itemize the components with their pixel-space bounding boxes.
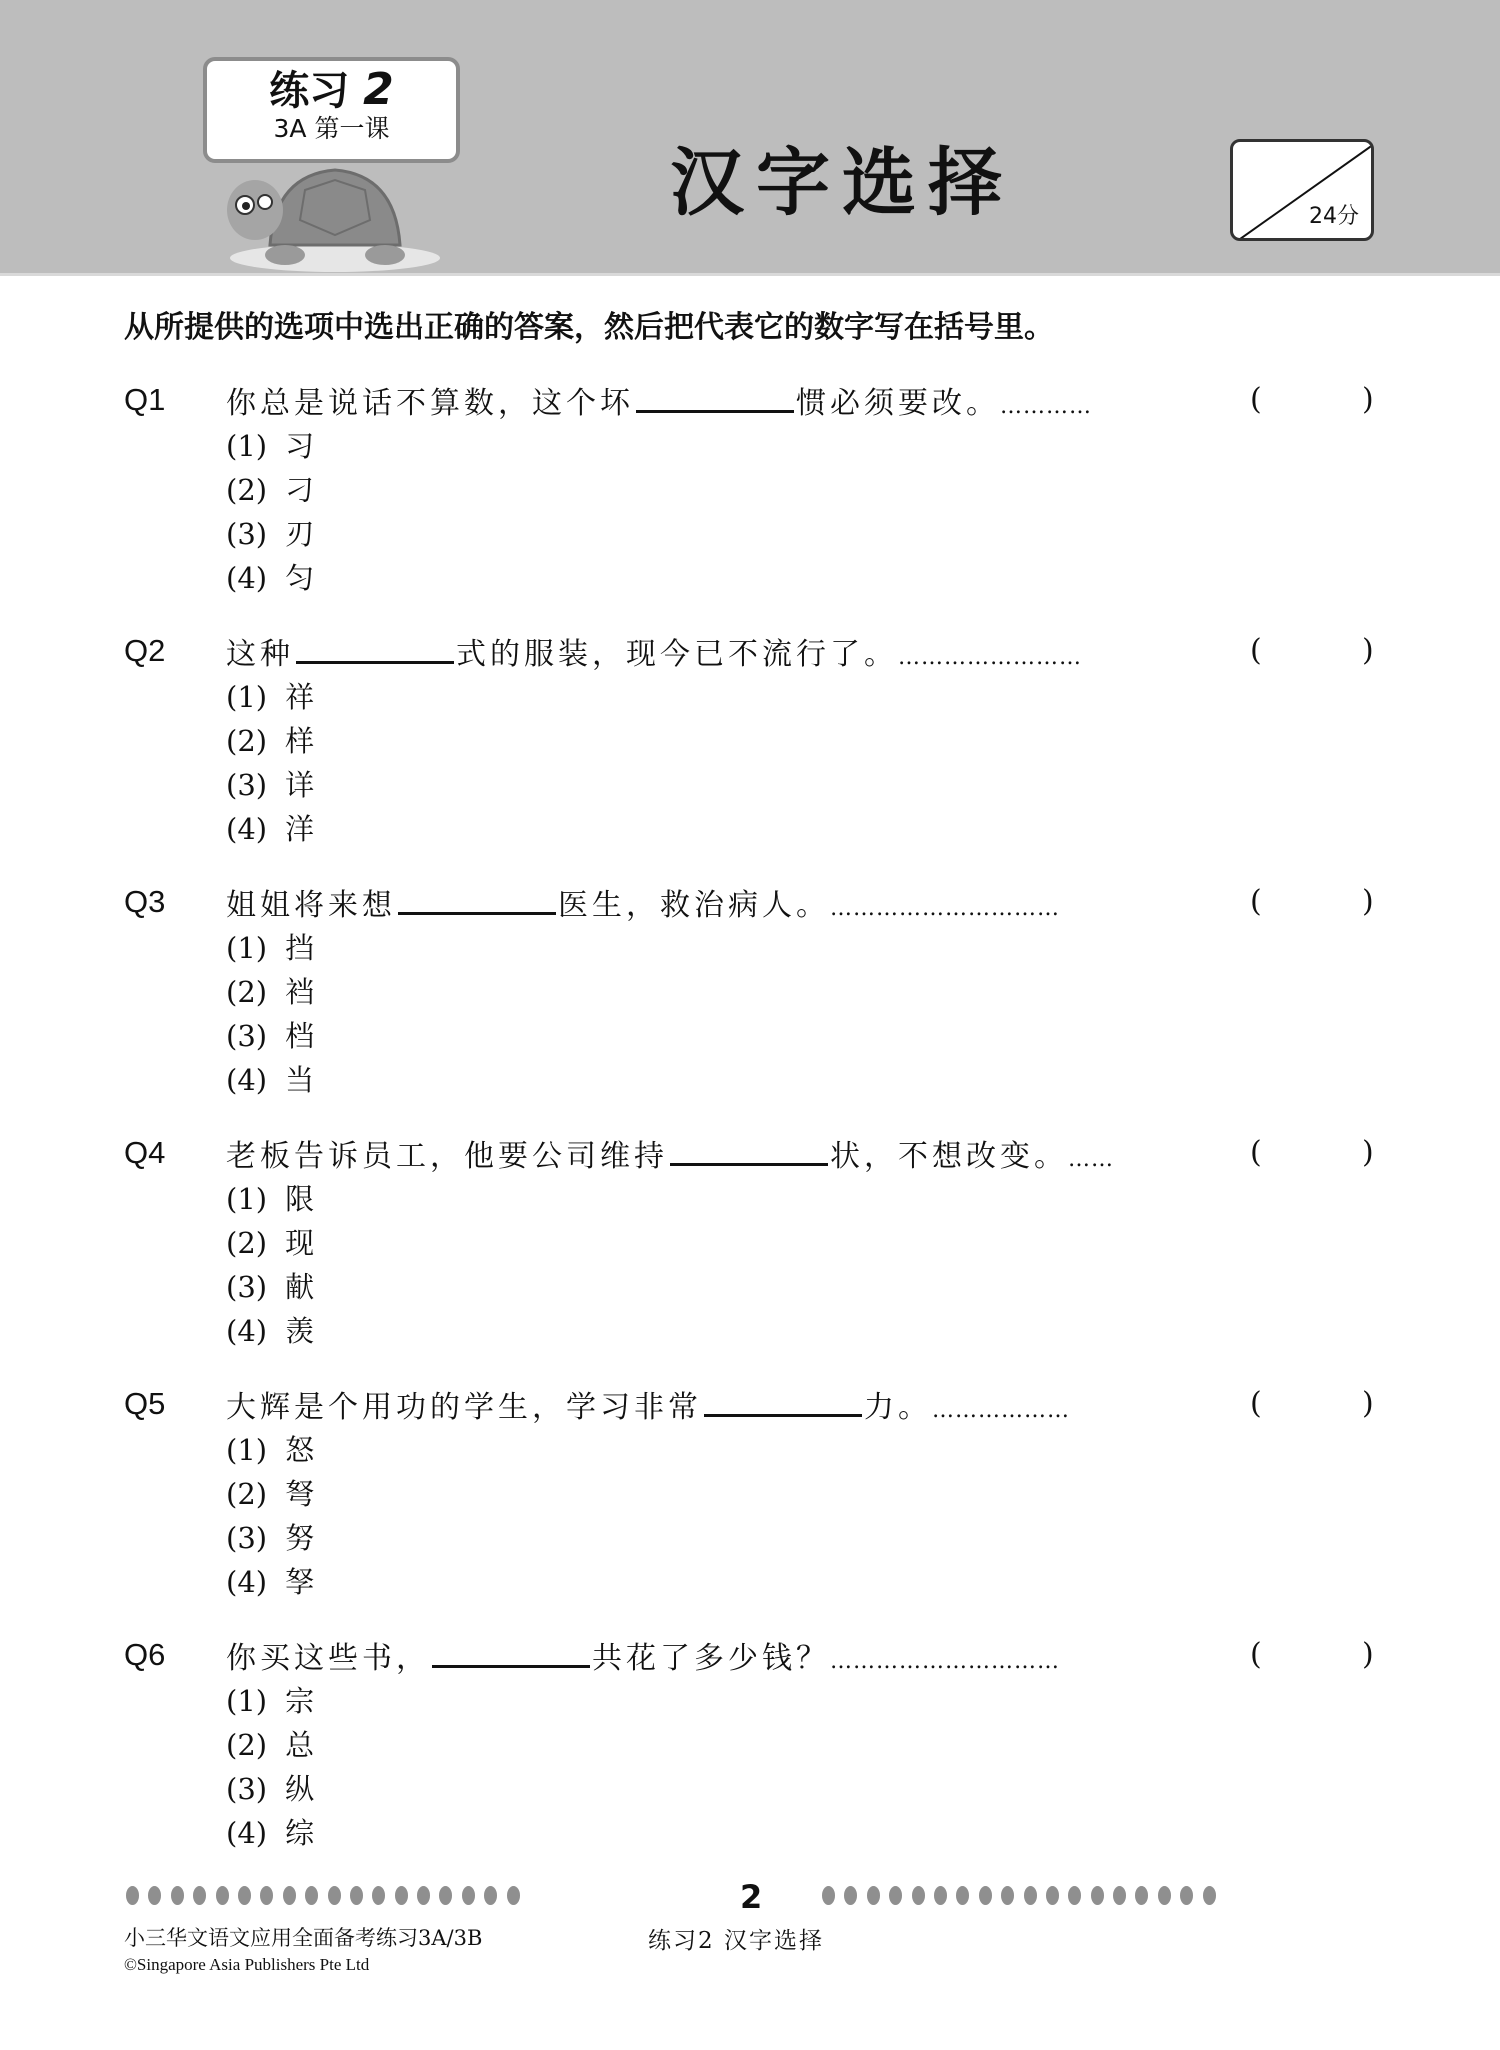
answer-blank xyxy=(704,1384,862,1417)
question-text xyxy=(226,882,1060,929)
footer-dot-icon xyxy=(328,1886,341,1905)
question-item xyxy=(0,380,1500,620)
question-item xyxy=(0,1384,1500,1624)
footer-dot-icon xyxy=(1203,1886,1216,1905)
option-item xyxy=(226,1725,314,1765)
option-number: (2) xyxy=(226,975,268,1009)
answer-paren-open[interactable]: ( xyxy=(1250,633,1262,668)
footer-dot-icon xyxy=(1068,1886,1081,1905)
option-character: 裆 xyxy=(285,975,315,1009)
footer-dot-icon xyxy=(979,1886,992,1905)
option-item xyxy=(226,1681,314,1721)
leader-dots: ……………… xyxy=(932,1398,1070,1423)
book-title: 小三华文语文应用全面备考练习3A/3B xyxy=(124,1926,483,1950)
question-text xyxy=(226,1635,1060,1682)
option-character: 挡 xyxy=(285,931,315,965)
option-character: 限 xyxy=(285,1182,315,1216)
question-text xyxy=(226,380,1092,427)
option-character: 祥 xyxy=(285,680,315,714)
answer-paren-close[interactable]: ) xyxy=(1362,382,1374,417)
option-number: (4) xyxy=(226,1063,268,1097)
footer-dot-icon xyxy=(1113,1886,1126,1905)
footer-dot-icon xyxy=(1024,1886,1037,1905)
option-item xyxy=(226,470,314,510)
copyright: ©Singapore Asia Publishers Pte Ltd xyxy=(124,1955,370,1974)
question-number: Q5 xyxy=(124,1386,166,1421)
option-character: 纵 xyxy=(285,1772,315,1806)
footer-dot-icon xyxy=(934,1886,947,1905)
footer-dot-icon xyxy=(350,1886,363,1905)
question-text-before: 大辉是个用功的学生，学习非常 xyxy=(226,1390,702,1425)
exercise-label-box xyxy=(203,57,460,163)
option-item xyxy=(226,809,314,849)
question-text xyxy=(226,631,1082,678)
footer-dot-icon xyxy=(417,1886,430,1905)
question-item xyxy=(0,882,1500,1122)
leader-dots: ………………………… xyxy=(830,896,1060,921)
option-number: (3) xyxy=(226,1019,268,1053)
option-character: 羡 xyxy=(285,1314,315,1348)
footer-dot-icon xyxy=(395,1886,408,1905)
option-number: (3) xyxy=(226,768,268,802)
footer-dot-icon xyxy=(1001,1886,1014,1905)
option-number: (4) xyxy=(226,1314,268,1348)
option-number: (3) xyxy=(226,1772,268,1806)
option-number: (2) xyxy=(226,1226,268,1260)
option-item xyxy=(226,1430,314,1470)
page-title: 汉字选择 xyxy=(670,140,1014,226)
score-box xyxy=(1230,139,1374,241)
option-item xyxy=(226,1562,314,1602)
option-number: (2) xyxy=(226,473,268,507)
question-item xyxy=(0,1133,1500,1373)
question-text-after: 状，不想改变。 xyxy=(830,1139,1068,1174)
footer-dot-icon xyxy=(822,1886,835,1905)
option-character: 献 xyxy=(285,1270,315,1304)
question-text-before: 老板告诉员工，他要公司维持 xyxy=(226,1139,668,1174)
option-number: (4) xyxy=(226,812,268,846)
option-number: (1) xyxy=(226,1182,268,1216)
footer-dot-icon xyxy=(484,1886,497,1905)
option-character: 综 xyxy=(285,1816,315,1850)
question-item xyxy=(0,631,1500,871)
question-text-before: 姐姐将来想 xyxy=(226,888,396,923)
option-number: (3) xyxy=(226,517,268,551)
option-character: 样 xyxy=(285,724,315,758)
page-number: 2 xyxy=(740,1878,763,1916)
footer-dot-icon xyxy=(1135,1886,1148,1905)
footer-dot-icon xyxy=(1046,1886,1059,1905)
question-text-after: 力。 xyxy=(864,1390,932,1425)
leader-dots: ………… xyxy=(1000,394,1092,419)
leader-dots: …………………… xyxy=(898,645,1082,670)
answer-paren-open[interactable]: ( xyxy=(1250,1135,1262,1170)
footer-dot-icon xyxy=(439,1886,452,1905)
answer-blank xyxy=(296,631,454,664)
footer-dot-icon xyxy=(1180,1886,1193,1905)
answer-paren-open[interactable]: ( xyxy=(1250,884,1262,919)
option-item xyxy=(226,1474,314,1514)
page-header xyxy=(0,0,1500,276)
option-character: 弩 xyxy=(285,1477,315,1511)
exercise-label-text: 练习 xyxy=(269,68,350,114)
footer-dot-icon xyxy=(126,1886,139,1905)
option-character: 详 xyxy=(285,768,315,802)
footer-dot-icon xyxy=(238,1886,251,1905)
option-number: (3) xyxy=(226,1521,268,1555)
option-item xyxy=(226,677,314,717)
option-character: 匀 xyxy=(285,561,315,595)
answer-paren-open[interactable]: ( xyxy=(1250,1637,1262,1672)
leader-dots: …… xyxy=(1068,1147,1114,1172)
question-number: Q4 xyxy=(124,1135,166,1170)
answer-paren-close[interactable]: ) xyxy=(1362,1135,1374,1170)
option-item xyxy=(226,972,314,1012)
footer-dot-icon xyxy=(1158,1886,1171,1905)
footer-dot-icon xyxy=(507,1886,520,1905)
option-item xyxy=(226,1179,314,1219)
option-character: 努 xyxy=(285,1521,315,1555)
answer-paren-close[interactable]: ) xyxy=(1362,633,1374,668)
answer-paren-close[interactable]: ) xyxy=(1362,1637,1374,1672)
answer-paren-open[interactable]: ( xyxy=(1250,382,1262,417)
footer-dots-left xyxy=(126,1886,520,1905)
footer-dot-icon xyxy=(867,1886,880,1905)
answer-paren-close[interactable]: ) xyxy=(1362,1386,1374,1421)
option-number: (2) xyxy=(226,1728,268,1762)
option-item xyxy=(226,928,314,968)
option-character: 刃 xyxy=(285,517,315,551)
footer-dot-icon xyxy=(193,1886,206,1905)
option-number: (3) xyxy=(226,1270,268,1304)
leader-dots: ………………………… xyxy=(830,1649,1060,1674)
question-text-before: 这种 xyxy=(226,637,294,672)
footer-dot-icon xyxy=(260,1886,273,1905)
turtle-mascot-icon xyxy=(215,150,455,275)
answer-blank xyxy=(636,380,794,413)
option-item xyxy=(226,1267,314,1307)
question-number: Q1 xyxy=(124,382,166,417)
exercise-number: 2 xyxy=(363,64,394,115)
footer-dot-icon xyxy=(956,1886,969,1905)
answer-paren-close[interactable]: ) xyxy=(1362,884,1374,919)
option-item xyxy=(226,1223,314,1263)
lesson-label: 3A 第一课 xyxy=(273,114,390,143)
footer-dot-icon xyxy=(216,1886,229,1905)
total-score: 24分 xyxy=(1309,204,1359,229)
option-number: (1) xyxy=(226,931,268,965)
question-text-after: 惯必须要改。 xyxy=(796,386,1000,421)
answer-blank xyxy=(670,1133,828,1166)
option-character: 当 xyxy=(285,1063,315,1097)
question-text-before: 你买这些书， xyxy=(226,1641,430,1676)
option-character: 刁 xyxy=(285,473,315,507)
option-item xyxy=(226,1060,314,1100)
footer-dot-icon xyxy=(283,1886,296,1905)
footer-dot-icon xyxy=(372,1886,385,1905)
instruction-text: 从所提供的选项中选出正确的答案，然后把代表它的数字写在括号里。 xyxy=(124,310,1054,345)
question-number: Q2 xyxy=(124,633,166,668)
option-item xyxy=(226,1813,314,1853)
option-number: (2) xyxy=(226,724,268,758)
footer-dot-icon xyxy=(912,1886,925,1905)
option-number: (2) xyxy=(226,1477,268,1511)
option-character: 怒 xyxy=(285,1433,315,1467)
option-item xyxy=(226,1769,314,1809)
option-character: 习 xyxy=(285,429,315,463)
option-item xyxy=(226,765,314,805)
option-number: (1) xyxy=(226,1433,268,1467)
footer-dot-icon xyxy=(171,1886,184,1905)
answer-paren-open[interactable]: ( xyxy=(1250,1386,1262,1421)
footer-dot-icon xyxy=(1091,1886,1104,1905)
question-text-after: 式的服装，现今已不流行了。 xyxy=(456,637,898,672)
option-item xyxy=(226,1518,314,1558)
question-text xyxy=(226,1133,1114,1180)
option-number: (4) xyxy=(226,1565,268,1599)
answer-blank xyxy=(432,1635,590,1668)
exercise-label xyxy=(207,64,456,115)
footer-dot-icon xyxy=(844,1886,857,1905)
option-character: 总 xyxy=(285,1728,315,1762)
option-item xyxy=(226,558,314,598)
option-character: 孥 xyxy=(285,1565,315,1599)
question-text-before: 你总是说话不算数，这个坏 xyxy=(226,386,634,421)
question-number: Q3 xyxy=(124,884,166,919)
option-number: (4) xyxy=(226,1816,268,1850)
answer-blank xyxy=(398,882,556,915)
footer-dot-icon xyxy=(889,1886,902,1905)
option-number: (1) xyxy=(226,1684,268,1718)
option-character: 洋 xyxy=(285,812,315,846)
question-text-after: 医生，救治病人。 xyxy=(558,888,830,923)
footer-dot-icon xyxy=(305,1886,318,1905)
footer-dot-icon xyxy=(148,1886,161,1905)
footer-dots-right xyxy=(822,1886,1216,1905)
option-number: (1) xyxy=(226,429,268,463)
question-number: Q6 xyxy=(124,1637,166,1672)
option-character: 现 xyxy=(285,1226,315,1260)
footer-dot-icon xyxy=(462,1886,475,1905)
option-item xyxy=(226,1016,314,1056)
option-item xyxy=(226,514,314,554)
option-number: (4) xyxy=(226,561,268,595)
question-text xyxy=(226,1384,1070,1431)
option-item xyxy=(226,1311,314,1351)
option-number: (1) xyxy=(226,680,268,714)
option-character: 档 xyxy=(285,1019,315,1053)
option-character: 宗 xyxy=(285,1684,315,1718)
option-item xyxy=(226,721,314,761)
option-item xyxy=(226,426,314,466)
question-item xyxy=(0,1635,1500,1875)
section-title: 练习2 汉字选择 xyxy=(648,1928,824,1954)
question-text-after: 共花了多少钱？ xyxy=(592,1641,830,1676)
